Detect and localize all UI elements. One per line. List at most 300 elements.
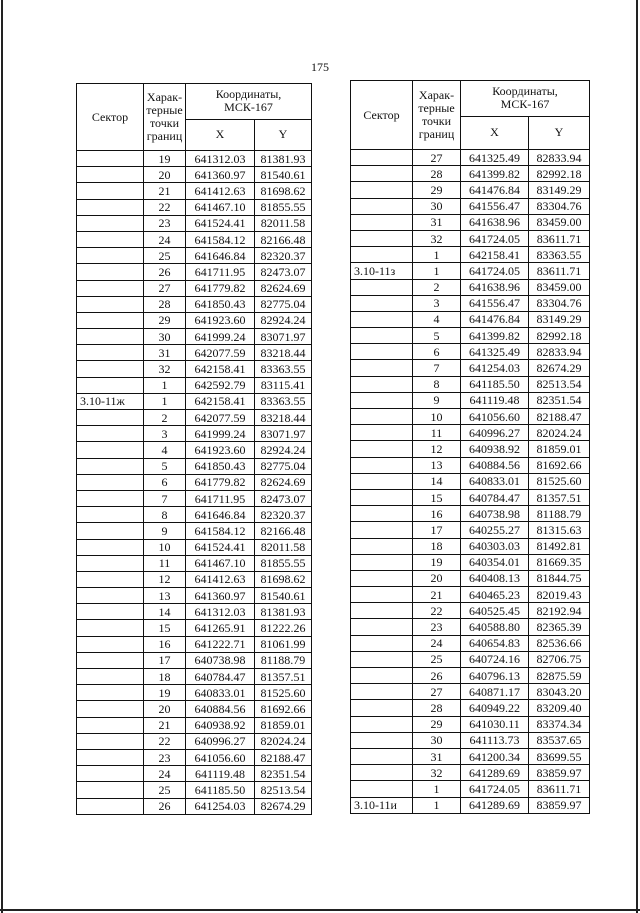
y-coordinate-cell: 81222.26	[255, 620, 312, 636]
y-coordinate-cell: 81855.55	[255, 555, 312, 571]
y-coordinate-cell: 82875.59	[529, 668, 590, 684]
point-number-cell: 1	[413, 797, 461, 813]
y-header: Y	[529, 116, 590, 150]
point-number-cell: 10	[413, 409, 461, 425]
point-number-cell: 22	[144, 199, 186, 215]
point-number-cell: 2	[144, 410, 186, 426]
x-coordinate-cell: 641056.60	[461, 409, 529, 425]
sector-cell	[77, 766, 144, 782]
y-coordinate-cell: 82011.58	[255, 215, 312, 231]
table-row	[77, 345, 312, 361]
x-coordinate-cell: 641524.41	[186, 215, 255, 231]
table-row	[351, 295, 590, 311]
y-coordinate-cell: 82833.94	[529, 344, 590, 360]
sector-cell	[351, 781, 413, 797]
y-coordinate-cell: 83218.44	[255, 410, 312, 426]
header-row	[351, 81, 590, 117]
table-row	[351, 522, 590, 538]
y-coordinate-cell: 81381.93	[255, 151, 312, 167]
y-coordinate-cell: 83699.55	[529, 748, 590, 764]
point-number-cell: 32	[413, 765, 461, 781]
sector-cell	[77, 215, 144, 231]
point-number-cell: 7	[144, 490, 186, 506]
table-row	[351, 311, 590, 327]
table-row	[77, 183, 312, 199]
table-row	[77, 798, 312, 814]
sector-cell	[77, 345, 144, 361]
y-coordinate-cell: 82351.54	[529, 392, 590, 408]
sector-cell: 3.10-11и	[351, 797, 413, 813]
table-row	[351, 166, 590, 182]
sector-cell	[77, 685, 144, 701]
table-row	[77, 604, 312, 620]
point-number-cell: 10	[144, 539, 186, 555]
x-coordinate-cell: 641399.82	[461, 328, 529, 344]
x-coordinate-cell: 641360.97	[186, 588, 255, 604]
sector-cell	[77, 636, 144, 652]
y-coordinate-cell: 83363.55	[255, 393, 312, 409]
point-number-cell: 3	[144, 426, 186, 442]
table-row	[351, 781, 590, 797]
sector-cell	[77, 474, 144, 490]
point-number-cell: 8	[144, 507, 186, 523]
point-number-cell: 8	[413, 376, 461, 392]
x-coordinate-cell: 640884.56	[186, 701, 255, 717]
table-row	[77, 620, 312, 636]
x-coordinate-cell: 640408.13	[461, 570, 529, 586]
x-coordinate-cell: 641999.24	[186, 329, 255, 345]
table-row	[351, 360, 590, 376]
y-coordinate-cell: 82992.18	[529, 328, 590, 344]
y-coordinate-cell: 81540.61	[255, 588, 312, 604]
coordinates-header: Координаты, МСК-167	[186, 84, 312, 120]
point-number-cell: 29	[413, 182, 461, 198]
y-coordinate-cell: 82624.69	[255, 280, 312, 296]
table-row	[351, 263, 590, 279]
sector-cell	[351, 150, 413, 166]
point-number-cell: 3	[413, 295, 461, 311]
point-number-cell: 1	[413, 263, 461, 279]
point-number-cell: 24	[144, 766, 186, 782]
table-row	[77, 523, 312, 539]
sector-cell: 3.10-11з	[351, 263, 413, 279]
x-coordinate-cell: 642077.59	[186, 410, 255, 426]
y-coordinate-cell: 83459.00	[529, 214, 590, 230]
table-row	[77, 248, 312, 264]
sector-cell	[77, 620, 144, 636]
table-row	[77, 377, 312, 393]
sector-cell	[351, 425, 413, 441]
table-row	[351, 765, 590, 781]
x-coordinate-cell: 641030.11	[461, 716, 529, 732]
sector-cell	[351, 506, 413, 522]
x-coordinate-cell: 641638.96	[461, 214, 529, 230]
y-coordinate-cell: 83611.71	[529, 781, 590, 797]
point-number-cell: 26	[413, 668, 461, 684]
table-row	[77, 151, 312, 167]
table-row	[351, 182, 590, 198]
y-coordinate-cell: 81698.62	[255, 571, 312, 587]
point-number-cell: 1	[413, 781, 461, 797]
y-coordinate-cell: 82320.37	[255, 248, 312, 264]
point-number-cell: 31	[413, 214, 461, 230]
y-coordinate-cell: 82513.54	[529, 376, 590, 392]
x-coordinate-cell: 641467.10	[186, 555, 255, 571]
table-row	[351, 230, 590, 246]
sector-cell	[351, 587, 413, 603]
point-number-cell: 25	[144, 248, 186, 264]
page-edge-right	[636, 0, 638, 913]
table-row	[351, 538, 590, 554]
sector-cell	[77, 280, 144, 296]
x-coordinate-cell: 640738.98	[186, 652, 255, 668]
y-coordinate-cell: 81859.01	[529, 441, 590, 457]
x-coordinate-cell: 642077.59	[186, 345, 255, 361]
x-coordinate-cell: 641646.84	[186, 248, 255, 264]
point-number-cell: 19	[144, 685, 186, 701]
sector-cell	[77, 361, 144, 377]
y-coordinate-cell: 82192.94	[529, 603, 590, 619]
sector-cell	[351, 603, 413, 619]
table-row	[77, 231, 312, 247]
point-number-cell: 24	[413, 635, 461, 651]
table-row	[351, 409, 590, 425]
y-coordinate-cell: 83304.76	[529, 198, 590, 214]
x-coordinate-cell: 641724.05	[461, 230, 529, 246]
point-number-cell: 29	[413, 716, 461, 732]
x-coordinate-cell: 641467.10	[186, 199, 255, 215]
point-number-cell: 12	[144, 571, 186, 587]
point-number-cell: 9	[144, 523, 186, 539]
table-row	[77, 685, 312, 701]
table-row	[77, 701, 312, 717]
table-row	[77, 555, 312, 571]
point-number-cell: 1	[413, 247, 461, 263]
sector-cell	[77, 749, 144, 765]
table-row	[77, 442, 312, 458]
sector-cell	[351, 311, 413, 327]
x-coordinate-cell: 641923.60	[186, 312, 255, 328]
sector-cell	[77, 523, 144, 539]
point-number-cell: 7	[413, 360, 461, 376]
sector-cell	[351, 473, 413, 489]
sector-cell	[77, 183, 144, 199]
sector-cell	[351, 684, 413, 700]
point-number-cell: 15	[144, 620, 186, 636]
sector-cell	[351, 279, 413, 295]
table-row	[77, 782, 312, 798]
x-coordinate-cell: 642158.41	[461, 247, 529, 263]
point-number-cell: 26	[144, 798, 186, 814]
sector-cell	[351, 214, 413, 230]
sector-cell	[351, 328, 413, 344]
point-number-cell: 1	[144, 393, 186, 409]
y-coordinate-cell: 82924.24	[255, 442, 312, 458]
point-number-cell: 13	[413, 457, 461, 473]
table-row	[77, 458, 312, 474]
y-coordinate-cell: 82924.24	[255, 312, 312, 328]
sector-cell	[351, 700, 413, 716]
x-coordinate-cell: 640996.27	[186, 733, 255, 749]
sector-cell	[77, 442, 144, 458]
x-coordinate-cell: 641200.34	[461, 748, 529, 764]
table-row	[351, 748, 590, 764]
x-coordinate-cell: 640255.27	[461, 522, 529, 538]
point-number-cell: 30	[144, 329, 186, 345]
x-coordinate-cell: 641119.48	[186, 766, 255, 782]
y-coordinate-cell: 83611.71	[529, 230, 590, 246]
sector-cell	[351, 522, 413, 538]
sector-cell	[77, 167, 144, 183]
y-coordinate-cell: 82775.04	[255, 296, 312, 312]
table-row	[351, 198, 590, 214]
table-row	[77, 669, 312, 685]
table-row	[77, 393, 312, 409]
point-number-cell: 20	[413, 570, 461, 586]
y-coordinate-cell: 82513.54	[255, 782, 312, 798]
table-row	[351, 554, 590, 570]
header-row	[77, 84, 312, 120]
sector-cell	[77, 151, 144, 167]
x-coordinate-cell: 640654.83	[461, 635, 529, 651]
sector-cell	[351, 457, 413, 473]
table-row	[77, 167, 312, 183]
x-coordinate-cell: 641724.05	[461, 263, 529, 279]
y-coordinate-cell: 82473.07	[255, 264, 312, 280]
sector-cell	[77, 426, 144, 442]
x-coordinate-cell: 641524.41	[186, 539, 255, 555]
y-coordinate-cell: 82775.04	[255, 458, 312, 474]
y-coordinate-cell: 82833.94	[529, 150, 590, 166]
sector-cell	[77, 490, 144, 506]
point-number-cell: 23	[144, 749, 186, 765]
sector-cell	[351, 668, 413, 684]
sector-cell	[351, 765, 413, 781]
x-coordinate-cell: 641325.49	[461, 344, 529, 360]
sector-cell	[77, 329, 144, 345]
y-coordinate-cell: 83043.20	[529, 684, 590, 700]
point-number-cell: 20	[144, 167, 186, 183]
sector-cell	[351, 554, 413, 570]
y-coordinate-cell: 83115.41	[255, 377, 312, 393]
point-number-cell: 24	[144, 231, 186, 247]
point-number-cell: 4	[144, 442, 186, 458]
point-number-cell: 1	[144, 377, 186, 393]
y-coordinate-cell: 83363.55	[529, 247, 590, 263]
sector-cell	[77, 798, 144, 814]
point-number-cell: 5	[413, 328, 461, 344]
sector-cell	[77, 588, 144, 604]
table-row	[351, 441, 590, 457]
table-row	[77, 426, 312, 442]
table-row	[351, 668, 590, 684]
point-number-cell: 23	[144, 215, 186, 231]
y-coordinate-cell: 81381.93	[255, 604, 312, 620]
point-number-cell: 23	[413, 619, 461, 635]
table-row	[351, 279, 590, 295]
point-number-cell: 17	[413, 522, 461, 538]
y-coordinate-cell: 83459.00	[529, 279, 590, 295]
table-row	[351, 489, 590, 505]
point-number-cell: 13	[144, 588, 186, 604]
y-coordinate-cell: 82536.66	[529, 635, 590, 651]
y-coordinate-cell: 83537.65	[529, 732, 590, 748]
point-number-cell: 14	[144, 604, 186, 620]
sector-cell	[77, 264, 144, 280]
sector-cell	[351, 247, 413, 263]
sector-cell	[351, 732, 413, 748]
sector-cell	[351, 651, 413, 667]
sector-cell	[351, 538, 413, 554]
point-number-cell: 27	[144, 280, 186, 296]
table-row	[77, 329, 312, 345]
sector-cell	[351, 376, 413, 392]
x-coordinate-cell: 640871.17	[461, 684, 529, 700]
y-coordinate-cell: 81692.66	[255, 701, 312, 717]
x-coordinate-cell: 640938.92	[461, 441, 529, 457]
x-coordinate-cell: 641265.91	[186, 620, 255, 636]
x-coordinate-cell: 641185.50	[186, 782, 255, 798]
x-coordinate-cell: 641185.50	[461, 376, 529, 392]
sector-cell	[351, 295, 413, 311]
table-row	[77, 749, 312, 765]
sector-cell	[77, 555, 144, 571]
point-number-cell: 2	[413, 279, 461, 295]
point-number-cell: 6	[144, 474, 186, 490]
y-coordinate-cell: 83859.97	[529, 797, 590, 813]
points-header: Харак- терные точки границ	[144, 84, 186, 151]
sector-cell	[351, 748, 413, 764]
x-coordinate-cell: 641119.48	[461, 392, 529, 408]
y-coordinate-cell: 81859.01	[255, 717, 312, 733]
x-coordinate-cell: 641999.24	[186, 426, 255, 442]
y-coordinate-cell: 81061.99	[255, 636, 312, 652]
table-row	[351, 700, 590, 716]
sector-cell	[351, 392, 413, 408]
x-coordinate-cell: 641289.69	[461, 765, 529, 781]
table-row	[77, 636, 312, 652]
sector-cell	[351, 360, 413, 376]
y-coordinate-cell: 82674.29	[255, 798, 312, 814]
x-header: X	[461, 116, 529, 150]
sector-cell	[77, 199, 144, 215]
table-row	[351, 797, 590, 813]
sector-cell	[351, 716, 413, 732]
sector-cell	[351, 441, 413, 457]
y-coordinate-cell: 82706.75	[529, 651, 590, 667]
sector-cell	[351, 166, 413, 182]
point-number-cell: 12	[413, 441, 461, 457]
x-coordinate-cell: 640354.01	[461, 554, 529, 570]
sector-cell	[351, 230, 413, 246]
y-coordinate-cell: 81525.60	[255, 685, 312, 701]
y-coordinate-cell: 83149.29	[529, 311, 590, 327]
y-coordinate-cell: 82011.58	[255, 539, 312, 555]
x-coordinate-cell: 641584.12	[186, 523, 255, 539]
table-row	[77, 199, 312, 215]
y-coordinate-cell: 82351.54	[255, 766, 312, 782]
point-number-cell: 25	[413, 651, 461, 667]
point-number-cell: 30	[413, 732, 461, 748]
point-number-cell: 14	[413, 473, 461, 489]
table-row	[77, 215, 312, 231]
y-coordinate-cell: 82024.24	[529, 425, 590, 441]
coordinates-header: Координаты, МСК-167	[461, 81, 590, 117]
y-coordinate-cell: 81492.81	[529, 538, 590, 554]
table-row	[351, 392, 590, 408]
x-coordinate-cell: 640996.27	[461, 425, 529, 441]
y-coordinate-cell: 81540.61	[255, 167, 312, 183]
y-coordinate-cell: 83071.97	[255, 426, 312, 442]
table-row	[77, 766, 312, 782]
sector-cell	[77, 604, 144, 620]
table-row	[351, 570, 590, 586]
x-coordinate-cell: 640525.45	[461, 603, 529, 619]
x-coordinate-cell: 640784.47	[186, 669, 255, 685]
point-number-cell: 22	[144, 733, 186, 749]
y-coordinate-cell: 81844.75	[529, 570, 590, 586]
page-number: 175	[311, 60, 329, 74]
y-coordinate-cell: 82992.18	[529, 166, 590, 182]
y-coordinate-cell: 81525.60	[529, 473, 590, 489]
table-row	[351, 506, 590, 522]
point-number-cell: 32	[413, 230, 461, 246]
y-coordinate-cell: 82166.48	[255, 523, 312, 539]
y-coordinate-cell: 81188.79	[529, 506, 590, 522]
y-coordinate-cell: 83071.97	[255, 329, 312, 345]
point-number-cell: 22	[413, 603, 461, 619]
table-row	[351, 603, 590, 619]
x-coordinate-cell: 642158.41	[186, 361, 255, 377]
x-coordinate-cell: 642592.79	[186, 377, 255, 393]
point-number-cell: 21	[413, 587, 461, 603]
x-coordinate-cell: 640938.92	[186, 717, 255, 733]
x-coordinate-cell: 640833.01	[461, 473, 529, 489]
point-number-cell: 27	[413, 150, 461, 166]
table-row	[77, 312, 312, 328]
x-coordinate-cell: 641056.60	[186, 749, 255, 765]
point-number-cell: 18	[144, 669, 186, 685]
x-coordinate-cell: 641556.47	[461, 198, 529, 214]
point-number-cell: 18	[413, 538, 461, 554]
table-row	[351, 328, 590, 344]
point-number-cell: 16	[413, 506, 461, 522]
y-coordinate-cell: 83209.40	[529, 700, 590, 716]
sector-cell	[77, 377, 144, 393]
sector-cell	[351, 619, 413, 635]
y-coordinate-cell: 81855.55	[255, 199, 312, 215]
sector-header: Сектор	[77, 84, 144, 151]
table-row	[351, 344, 590, 360]
x-coordinate-cell: 641584.12	[186, 231, 255, 247]
table-row	[351, 619, 590, 635]
y-coordinate-cell: 82365.39	[529, 619, 590, 635]
x-header: X	[186, 119, 255, 150]
x-coordinate-cell: 641476.84	[461, 311, 529, 327]
point-number-cell: 16	[144, 636, 186, 652]
point-number-cell: 28	[413, 166, 461, 182]
sector-cell	[77, 248, 144, 264]
x-coordinate-cell: 640588.80	[461, 619, 529, 635]
y-coordinate-cell: 82024.24	[255, 733, 312, 749]
x-coordinate-cell: 641850.43	[186, 296, 255, 312]
table-row	[77, 507, 312, 523]
sector-header: Сектор	[351, 81, 413, 150]
y-header: Y	[255, 119, 312, 150]
sector-cell	[77, 701, 144, 717]
x-coordinate-cell: 641711.95	[186, 490, 255, 506]
coordinates-table-left	[76, 83, 312, 815]
